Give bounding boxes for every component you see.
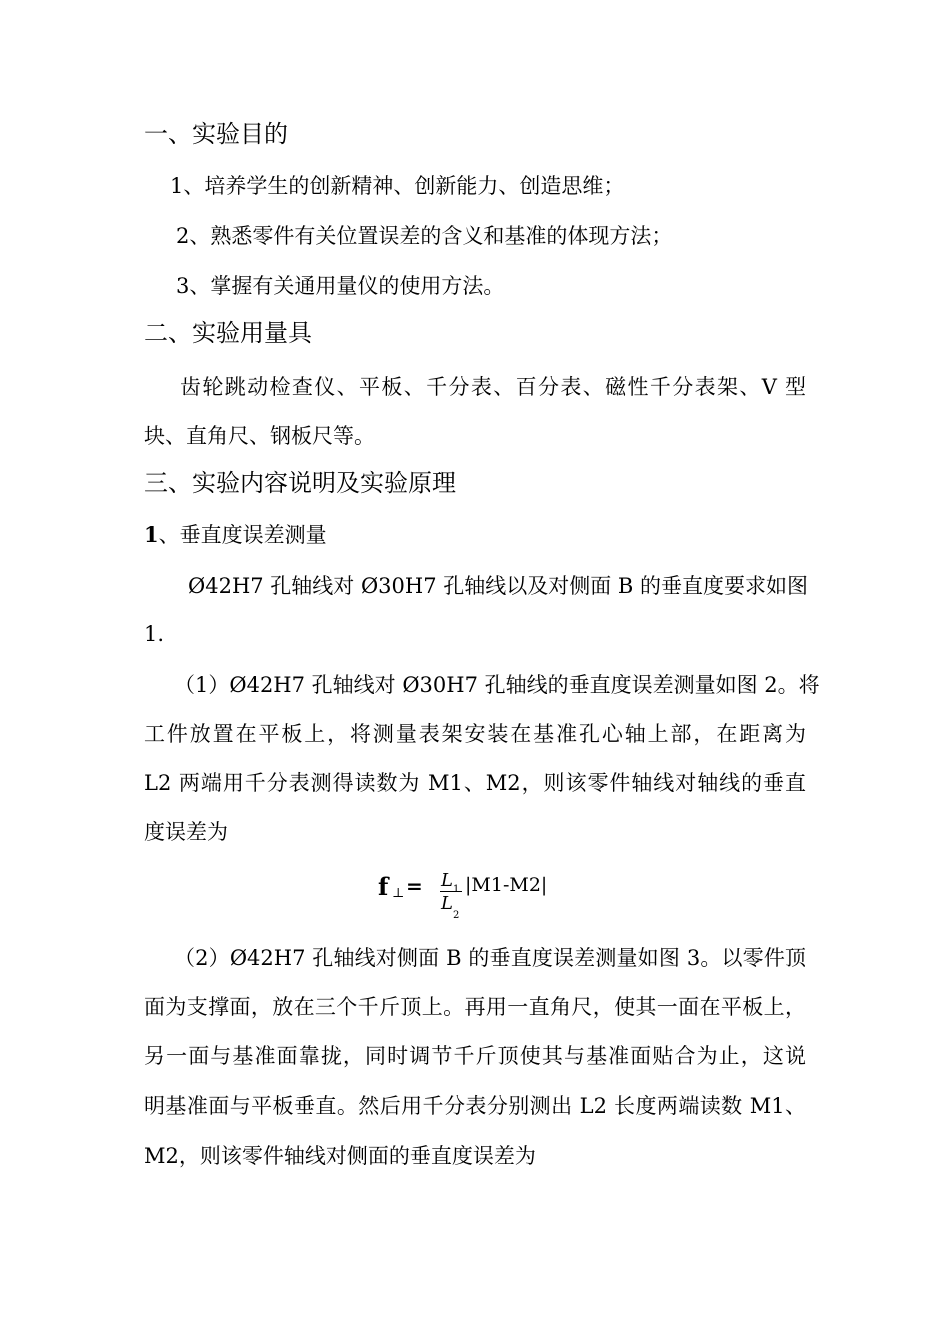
section-2-heading: 二、实验用量具	[144, 319, 312, 347]
formula-numerator: L	[441, 870, 453, 891]
objective-item-2: 2、熟悉零件有关位置误差的含义和基准的体现方法；	[176, 224, 673, 248]
objective-item-3: 3、掌握有关通用量仪的使用方法。	[176, 274, 505, 298]
paragraph-1-line-1: Ø42H7 孔轴线对 Ø30H7 孔轴线以及对侧面 B 的垂直度要求如图	[188, 574, 809, 598]
paragraph-3-line-2: 面为支撑面，放在三个千斤顶上。再用一直角尺，使其一面在平板上，	[144, 995, 806, 1019]
section-1-heading: 一、实验目的	[144, 120, 288, 148]
paragraph-2-line-1: （1）Ø42H7 孔轴线对 Ø30H7 孔轴线的垂直度误差测量如图 2。将	[174, 673, 820, 697]
subsection-1-number: 1	[144, 522, 159, 547]
paragraph-3-line-4: 明基准面与平板垂直。然后用千分表分别测出 L2 长度两端读数 M1、	[144, 1094, 806, 1118]
formula-denominator: L	[441, 893, 453, 914]
paragraph-3-line-1: （2）Ø42H7 孔轴线对侧面 B 的垂直度误差测量如图 3。以零件顶	[174, 946, 806, 970]
tools-paragraph-line-2: 块、直角尺、钢板尺等。	[144, 424, 375, 448]
paragraph-2-line-3: L2 两端用千分表测得读数为 M1、M2，则该零件轴线对轴线的垂直	[144, 771, 806, 795]
tools-paragraph-line-1: 齿轮跳动检查仪、平板、千分表、百分表、磁性千分表架、V 型	[180, 375, 806, 399]
perpendicular-symbol: ⊥	[392, 886, 405, 901]
paragraph-2-line-4: 度误差为	[144, 820, 228, 844]
subsection-1-heading	[144, 520, 327, 550]
formula-absolute-difference: |M1-M2|	[465, 874, 548, 896]
perpendicularity-formula	[378, 870, 578, 930]
fraction-bar	[440, 891, 462, 892]
paragraph-1-line-2: 1.	[144, 622, 165, 646]
formula-equals: =	[406, 874, 423, 898]
formula-f: f	[378, 872, 389, 901]
subsection-1-title: 、垂直度误差测量	[158, 523, 327, 547]
objective-item-1: 1、培养学生的创新精神、创新能力、创造思维；	[170, 174, 625, 198]
paragraph-2-line-2: 工件放置在平板上，将测量表架安装在基准孔心轴上部，在距离为	[144, 722, 806, 746]
paragraph-3-line-3: 另一面与基准面靠拢，同时调节千斤顶使其与基准面贴合为止，这说	[144, 1044, 806, 1068]
formula-numerator-subscript: 1	[453, 884, 460, 895]
paragraph-3-line-5: M2，则该零件轴线对侧面的垂直度误差为	[144, 1144, 536, 1168]
formula-denominator-subscript: 2	[453, 910, 460, 921]
section-3-heading: 三、实验内容说明及实验原理	[144, 469, 456, 497]
